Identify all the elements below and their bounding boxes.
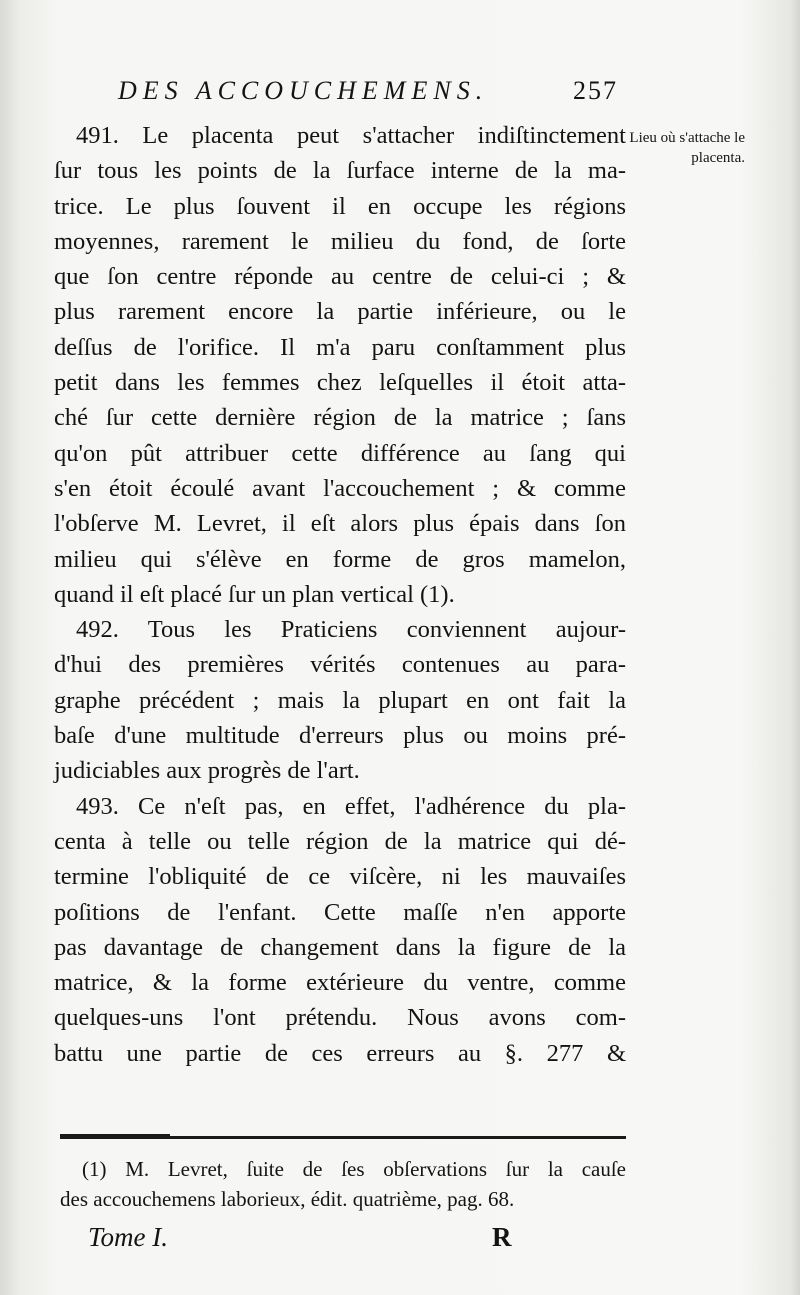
text-line: 491. Le placenta peut s'attacher indiſtinctement [76, 122, 626, 149]
text-line: petit dans les femmes chez leſquelles il étoit atta- [54, 369, 626, 397]
text-line: poſitions de l'enfant. Cette maſſe n'en apporte [54, 898, 626, 926]
footnote [60, 1154, 626, 1214]
text-line: deſſus de l'orifice. Il m'a paru conſtamment plus [54, 333, 626, 361]
volume-label: Tome I. [88, 1222, 169, 1252]
running-title: DES ACCOUCHEMENS. [118, 76, 489, 105]
text-line: pas davantage de changement dans la figure de la [54, 933, 626, 961]
margin-note: Lieu où s'attache le placenta. [629, 130, 745, 166]
text-line: moyennes, rarement le milieu du fond, de ſorte [54, 227, 626, 255]
text-line: plus rarement encore la partie inférieure, ou le [54, 298, 626, 326]
text-line: l'obſerve M. Levret, il eſt alors plus épais dans ſon [54, 510, 626, 538]
text-line: que ſon centre réponde au centre de celui-ci ; & [54, 263, 626, 291]
text-line: 492. Tous les Praticiens conviennent aujour- [76, 616, 626, 644]
text-line: trice. Le plus ſouvent il en occupe les régions [54, 192, 626, 220]
text-line: milieu qui s'élève en forme de gros mamelon, [54, 545, 626, 573]
page-number: 257 [573, 76, 618, 105]
signature-mark: R [492, 1222, 512, 1252]
text-line: centa à telle ou telle région de la matrice qui dé- [54, 827, 626, 855]
text-line: ché ſur cette dernière région de la matrice ; ſans [54, 404, 626, 432]
text-line: qu'on pût attribuer cette différence au ſang qui [54, 439, 626, 467]
paragraph-491 [54, 118, 626, 612]
running-header [118, 72, 618, 116]
text-line: quand il eſt placé ſur un plan vertical (1). [54, 580, 455, 608]
text-line: matrice, & la forme extérieure du ventre, comme [54, 969, 626, 997]
page-footer [88, 1222, 528, 1262]
text-line: quelques-uns l'ont prétendu. Nous avons com- [54, 1004, 626, 1032]
text-line: ſur tous les points de la ſurface interne de la ma- [54, 157, 626, 185]
text-line: d'hui des premières vérités contenues au para- [54, 651, 626, 679]
text-line: judiciables aux progrès de l'art. [54, 757, 360, 785]
text-line: termine l'obliquité de ce viſcère, ni les mauvaiſes [54, 863, 626, 891]
text-line: baſe d'une multitude d'erreurs plus ou moins pré- [54, 722, 626, 750]
main-text [54, 118, 626, 1071]
footnote-rule [60, 1136, 626, 1139]
text-line: s'en étoit écoulé avant l'accouchement ; & comme [54, 474, 626, 502]
text-line: graphe précédent ; mais la plupart en ont fait la [54, 686, 626, 714]
text-line: battu une partie de ces erreurs au §. 277 & [54, 1039, 626, 1067]
footnote-line: des accouchemens laborieux, édit. quatrième, pag. 68. [60, 1187, 515, 1211]
footnote-line: (1) M. Levret, ſuite de ſes obſervations ſur la cauſe [82, 1157, 626, 1181]
text-line: 493. Ce n'eſt pas, en effet, l'adhérence du pla- [76, 792, 626, 820]
paragraph-493 [54, 789, 626, 1071]
paragraph-492 [54, 612, 626, 788]
